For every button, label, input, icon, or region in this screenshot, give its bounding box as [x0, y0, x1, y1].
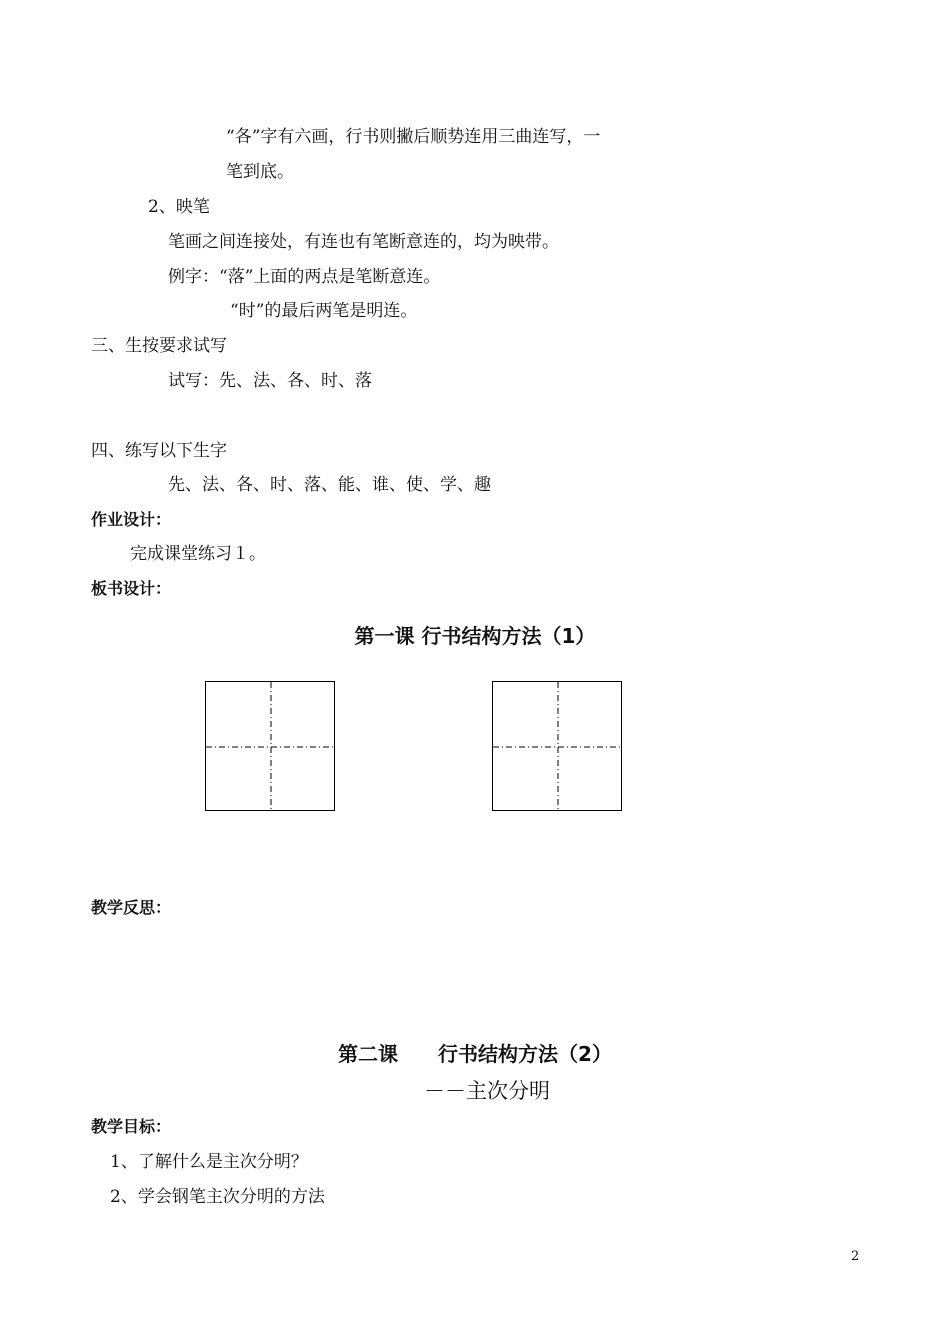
line-p5: 试写：先、法、各、时、落 — [168, 371, 372, 391]
line-p3: 例字：“落”上面的两点是笔断意连。 — [168, 267, 441, 287]
heading-san: 三、生按要求试写 — [91, 336, 227, 356]
goal-2: 2、学会钢笔主次分明的方法 — [110, 1187, 325, 1207]
line-p6: 先、法、各、时、落、能、谁、使、学、趣 — [168, 475, 491, 495]
page-number: 2 — [851, 1249, 860, 1264]
heading-zuoye: 作业设计： — [91, 510, 172, 529]
heading-yingbi: 2、映笔 — [148, 197, 210, 217]
line-p1a: “各”字有六画，行书则撇后顺势连用三曲连写，一 — [226, 127, 601, 147]
goals-label: 教学目标： — [91, 1117, 172, 1136]
heading-banshu: 板书设计： — [91, 579, 172, 598]
practice-grid-right — [492, 681, 622, 811]
board-title: 第一课 行书结构方法（1） — [354, 624, 596, 648]
lesson2-subtitle: －－主次分明 — [424, 1079, 550, 1103]
grid-guides — [206, 682, 336, 812]
lesson2-title: 第二课 行书结构方法（2） — [338, 1042, 612, 1066]
heading-si: 四、练写以下生字 — [91, 441, 227, 461]
line-p7: 完成课堂练习１。 — [130, 544, 266, 564]
reflection-label: 教学反思： — [91, 898, 172, 917]
line-p1b: 笔到底。 — [226, 162, 294, 182]
goal-1: 1、了解什么是主次分明？ — [110, 1152, 308, 1172]
practice-grid-left — [205, 681, 335, 811]
grid-guides — [493, 682, 623, 812]
line-p2: 笔画之间连接处，有连也有笔断意连的，均为映带。 — [168, 232, 559, 252]
line-p4: “时”的最后两笔是明连。 — [230, 301, 418, 321]
